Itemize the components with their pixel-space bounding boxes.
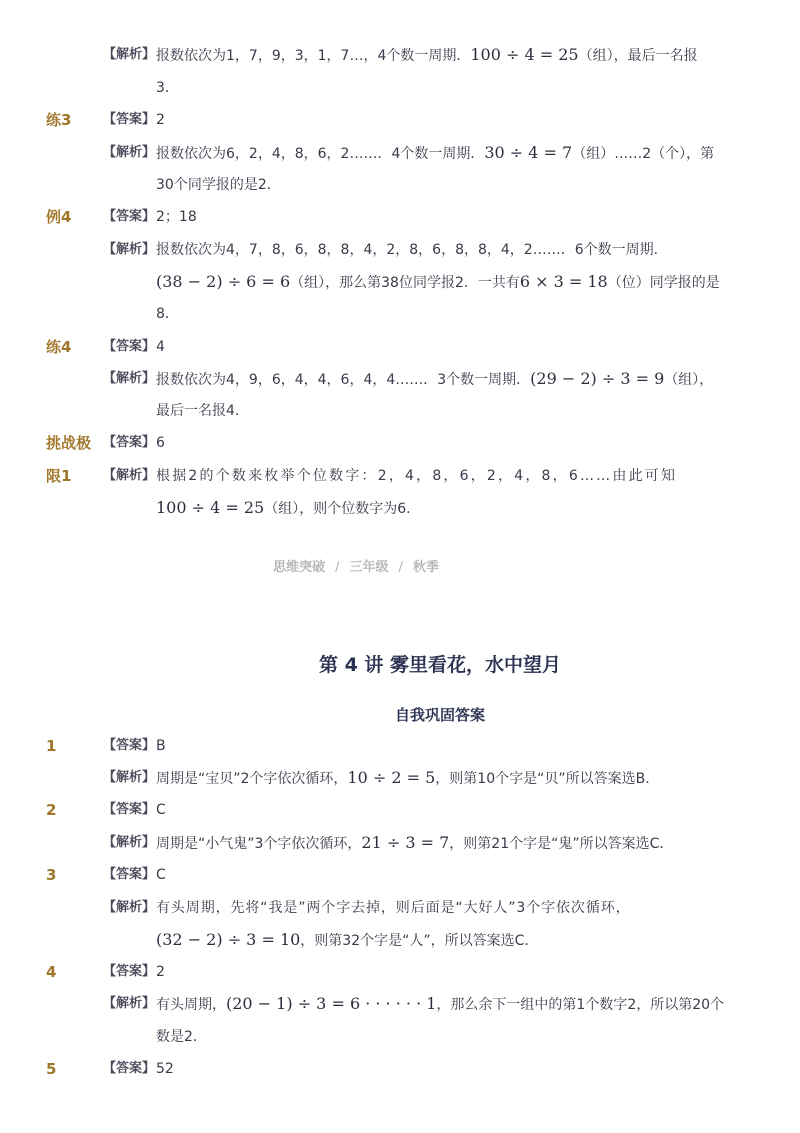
- answer-value: 4: [156, 339, 165, 355]
- analysis-tag: 【解析】: [103, 835, 156, 850]
- analysis-text: 周期是“小气鬼”3个字依次循环，21 ÷ 3 = 7，则第21个字是“鬼”所以答案选C．: [156, 833, 674, 852]
- answer-value: 2: [156, 964, 165, 980]
- entry-label: 例4: [46, 208, 72, 226]
- answer-value: 6: [156, 435, 165, 451]
- entry-label: 挑战极: [46, 434, 92, 452]
- entry-label: 练4: [46, 338, 72, 356]
- analysis-tag: 【解析】: [103, 145, 156, 160]
- analysis-text-cont: 数是2．: [156, 1029, 207, 1045]
- analysis-text-cont: 最后一名报4．: [156, 403, 249, 419]
- answer-value: B: [156, 738, 166, 754]
- analysis-text-cont: (38 − 2) ÷ 6 = 6（组），那么第38位同学报2．一共有6 × 3 = 18（位）同学报的是: [156, 272, 720, 291]
- answer-value: 2: [156, 112, 165, 128]
- analysis-tag: 【解析】: [103, 900, 156, 915]
- analysis-tag: 【解析】: [103, 468, 156, 483]
- footer-series: 思维突破: [273, 560, 326, 575]
- analysis-text: 报数依次为6，2，4，8，6，2……．4个数一周期．30 ÷ 4 = 7（组）……2（个），第: [156, 143, 715, 162]
- answer-tag: 【答案】: [103, 1061, 156, 1076]
- section-title: 自我巩固答案: [394, 706, 485, 724]
- answer-tag: 【答案】: [103, 738, 156, 753]
- answer-value: C: [156, 802, 166, 818]
- question-number: 1: [46, 737, 57, 755]
- analysis-text-cont: 8．: [156, 306, 179, 322]
- analysis-text: 报数依次为4，7，8，6，8，8，4，2，8，6，8，8，4，2……．6个数一周期．: [156, 242, 668, 258]
- footer-season: 秋季: [412, 560, 439, 575]
- answer-tag: 【答案】: [103, 964, 156, 979]
- page-footer: 思维突破 / 三年级 / 秋季: [273, 560, 439, 575]
- answer-tag: 【答案】: [103, 867, 156, 882]
- answer-value: C: [156, 867, 166, 883]
- question-number: 3: [46, 866, 57, 884]
- answer-tag: 【答案】: [103, 209, 156, 224]
- lecture-title: 第 4 讲 雾里看花，水中望月: [318, 654, 562, 676]
- analysis-text: 有头周期，(20 − 1) ÷ 3 = 6 · · · · · · 1，那么余下一组中的第1个数字2，所以第20个: [156, 994, 725, 1013]
- analysis-tag: 【解析】: [103, 371, 156, 386]
- analysis-tag: 【解析】: [103, 770, 156, 785]
- analysis-text: 报数依次为1，7，9，3，1，7…，4个数一周期．100 ÷ 4 = 25（组），最后一名报: [156, 45, 698, 64]
- question-number: 4: [46, 963, 57, 981]
- analysis-text: 根据2的个数来枚举个位数字：2，4，8，6，2，4，8，6……由此可知: [156, 468, 678, 484]
- analysis-text-cont: 30个同学报的是2．: [156, 177, 281, 193]
- entry-label-cont: 限1: [46, 467, 72, 485]
- answer-tag: 【答案】: [103, 112, 156, 127]
- answer-tag: 【答案】: [103, 802, 156, 817]
- footer-grade: 三年级: [349, 560, 389, 575]
- entry-label: 练3: [46, 111, 72, 129]
- analysis-text-cont: (32 − 2) ÷ 3 = 10，则第32个字是“人”，所以答案选C．: [156, 930, 539, 949]
- analysis-text-cont: 100 ÷ 4 = 25（组），则个位数字为6．: [156, 498, 421, 517]
- answer-value: 52: [156, 1061, 174, 1077]
- question-number: 5: [46, 1060, 57, 1078]
- question-number: 2: [46, 801, 57, 819]
- answer-tag: 【答案】: [103, 435, 156, 450]
- answer-value: 2；18: [156, 209, 197, 225]
- analysis-text: 周期是“宝贝”2个字依次循环，10 ÷ 2 = 5，则第10个字是“贝”所以答案选B．: [156, 768, 660, 787]
- analysis-tag: 【解析】: [103, 996, 156, 1011]
- analysis-text: 有头周期，先将“我是”两个字去掉，则后面是“大好人”3个字依次循环，: [156, 900, 631, 916]
- analysis-tag: 【解析】: [103, 47, 156, 62]
- analysis-tag: 【解析】: [103, 242, 156, 257]
- answer-tag: 【答案】: [103, 339, 156, 354]
- analysis-text-cont: 3．: [156, 80, 179, 96]
- analysis-text: 报数依次为4，9，6，4，4，6，4，4……．3个数一周期．(29 − 2) ÷ 3 = 9（组），: [156, 369, 714, 388]
